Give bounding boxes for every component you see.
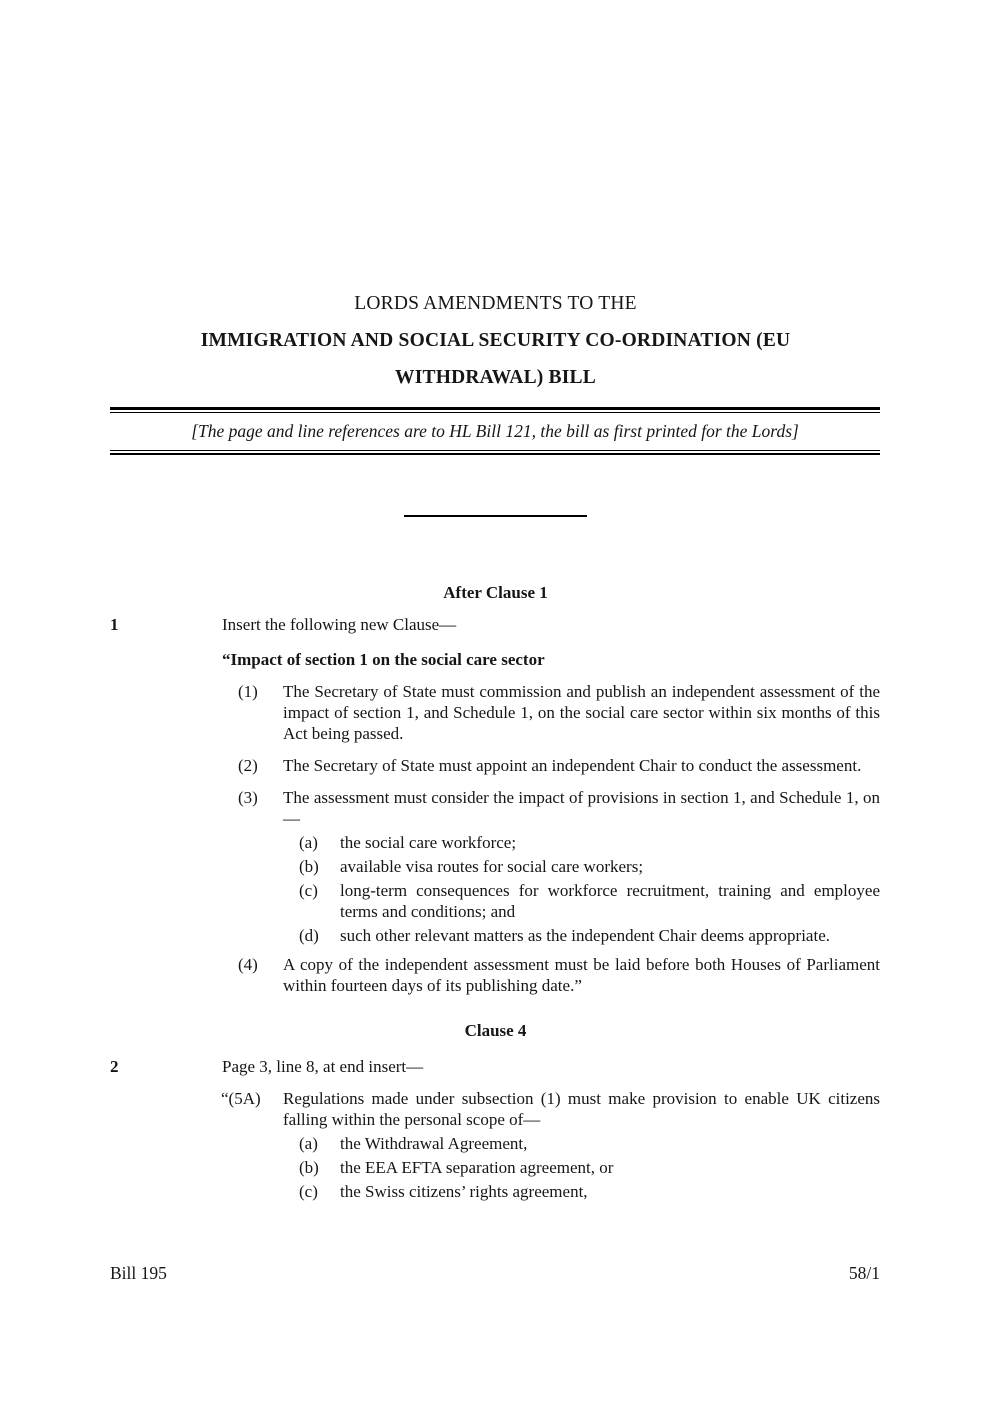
- document-title: [0, 285, 991, 396]
- item-marker: (c): [299, 1182, 318, 1201]
- section-separator-rule: [404, 515, 587, 517]
- amendment-1: [0, 614, 991, 635]
- subsection-marker: (4): [238, 955, 258, 974]
- subsection-marker: (3): [238, 788, 258, 807]
- list-item-b: [299, 856, 880, 877]
- list-item-a: [299, 1133, 880, 1154]
- amendment-instruction: Insert the following new Clause—: [222, 615, 457, 634]
- item-marker: (b): [299, 857, 319, 876]
- page-footer: [110, 1263, 880, 1284]
- double-rule-thin: [110, 450, 880, 451]
- double-rule-thick: [110, 453, 880, 456]
- new-clause-title: “Impact of section 1 on the social care sector: [222, 650, 545, 669]
- item-text: the Swiss citizens’ rights agreement,: [340, 1182, 588, 1201]
- subsection-item-list: [283, 1133, 880, 1202]
- subsection-4: [238, 954, 880, 996]
- subsection-marker: (1): [238, 682, 258, 701]
- title-line-3: WITHDRAWAL) BILL: [395, 367, 596, 388]
- section-heading-clause-4: Clause 4: [464, 1021, 527, 1040]
- running-number: 58/1: [848, 1263, 880, 1283]
- amendment-instruction: Page 3, line 8, at end insert—: [222, 1057, 424, 1076]
- subsection-text: The assessment must consider the impact of provisions in section 1, and Schedule 1, on—: [283, 788, 880, 828]
- amendment-2: [0, 1056, 991, 1077]
- subsection-marker: (2): [238, 756, 258, 775]
- subsection-text: A copy of the independent assessment must be laid before both Houses of Parliament within fourteen days of its publishing date.”: [283, 955, 880, 995]
- subsection-3: [238, 787, 880, 946]
- item-text: such other relevant matters as the independent Chair deems appropriate.: [340, 926, 830, 945]
- subsection-text: Regulations made under subsection (1) must make provision to enable UK citizens falling within the personal scope of—: [283, 1089, 880, 1129]
- amendment-number: 1: [110, 615, 119, 634]
- item-marker: (a): [299, 1134, 318, 1153]
- list-item-d: [299, 925, 880, 946]
- title-line-1: LORDS AMENDMENTS TO THE: [354, 293, 637, 314]
- reference-note: [The page and line references are to HL Bill 121, the bill as first printed for the Lords]: [191, 420, 799, 441]
- title-line-2: IMMIGRATION AND SOCIAL SECURITY CO-ORDINATION (EU: [200, 330, 791, 351]
- item-marker: (c): [299, 881, 318, 900]
- list-item-b: [299, 1157, 880, 1178]
- subsection-2: [238, 755, 880, 776]
- amendment-number: 2: [110, 1057, 119, 1076]
- subsection-text: The Secretary of State must commission and publish an independent assessment of the impact of section 1, and Schedule 1, on the social care sector within six months of this Act being passed.: [283, 682, 880, 743]
- subsection-5a: [221, 1088, 880, 1202]
- list-item-c: [299, 1181, 880, 1202]
- list-item-a: [299, 832, 880, 853]
- subsection-1: [238, 681, 880, 744]
- amendments-body: [0, 576, 991, 1202]
- item-marker: (a): [299, 833, 318, 852]
- subsection-marker: “(5A): [221, 1089, 261, 1108]
- bill-number: Bill 195: [110, 1263, 167, 1283]
- double-rule-thin: [110, 412, 880, 413]
- subsection-text: The Secretary of State must appoint an independent Chair to conduct the assessment.: [283, 756, 862, 775]
- item-marker: (b): [299, 1158, 319, 1177]
- item-text: the social care workforce;: [340, 833, 517, 852]
- list-item-c: [299, 880, 880, 922]
- section-heading-after-clause-1: After Clause 1: [443, 583, 548, 602]
- item-marker: (d): [299, 926, 319, 945]
- item-text: long-term consequences for workforce recruitment, training and employee terms and conditions; and: [340, 881, 880, 921]
- reference-note-box: [110, 407, 880, 455]
- subsection-item-list: [283, 832, 880, 946]
- item-text: the Withdrawal Agreement,: [340, 1134, 528, 1153]
- double-rule-thick: [110, 407, 880, 410]
- item-text: available visa routes for social care workers;: [340, 857, 644, 876]
- item-text: the EEA EFTA separation agreement, or: [340, 1158, 614, 1177]
